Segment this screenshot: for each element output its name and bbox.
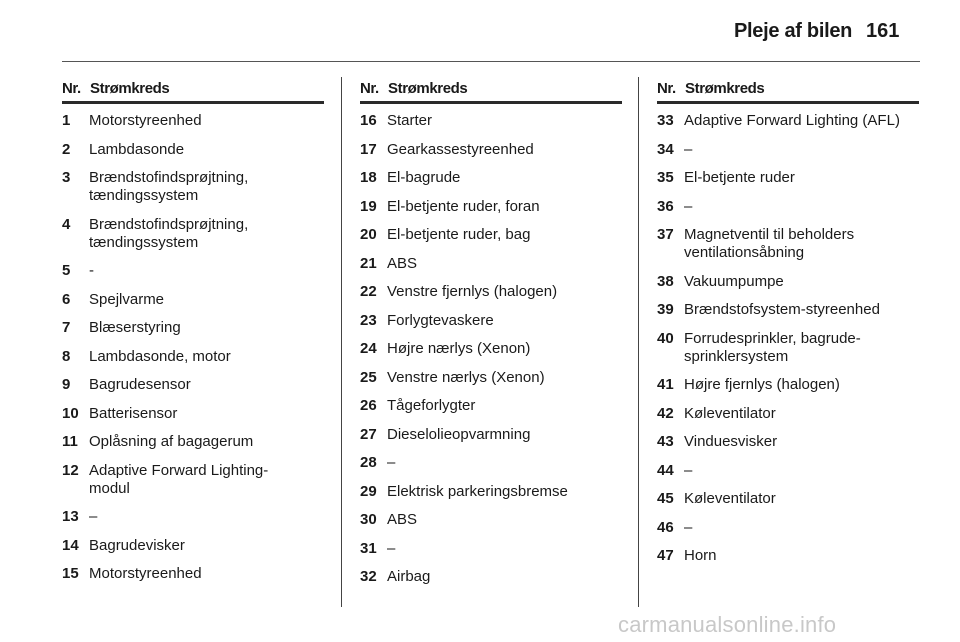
table-row xyxy=(62,565,324,583)
circuit-name: Starter xyxy=(387,112,433,129)
table-row xyxy=(360,454,622,472)
table-row xyxy=(657,519,919,537)
fuse-number: 44 xyxy=(657,461,674,479)
table-row xyxy=(62,537,324,555)
circuit-name: Batterisensor xyxy=(89,404,178,422)
circuit-name: Vakuumpumpe xyxy=(684,272,784,290)
table-row xyxy=(360,312,622,330)
table-rows xyxy=(62,112,324,583)
fuse-number: 16 xyxy=(360,112,377,129)
table-row xyxy=(657,226,919,262)
fuse-number: 22 xyxy=(360,283,377,300)
table-header-rule xyxy=(62,101,324,104)
circuit-name: El-betjente ruder xyxy=(684,169,795,186)
fuse-number: 20 xyxy=(360,226,377,243)
table-row xyxy=(657,433,919,451)
fuse-number: 27 xyxy=(360,425,377,443)
fuse-number: 6 xyxy=(62,290,71,308)
fuse-number: 7 xyxy=(62,319,71,336)
table-row xyxy=(360,568,622,586)
header-circuit: Strømkreds xyxy=(388,80,468,97)
fuse-number: 17 xyxy=(360,140,377,158)
table-row xyxy=(360,112,622,130)
table-row xyxy=(360,169,622,187)
table-row xyxy=(360,141,622,159)
table-row xyxy=(62,216,324,252)
header-nr: Nr. xyxy=(657,80,676,97)
column-divider xyxy=(341,77,342,607)
table-row xyxy=(62,169,324,205)
table-row xyxy=(657,547,919,565)
circuit-name: Lambdasonde, motor xyxy=(89,347,231,365)
circuit-name: El-betjente ruder, bag xyxy=(387,226,531,243)
circuit-name: Motorstyreenhed xyxy=(89,112,202,129)
circuit-name: Køleventilator xyxy=(684,490,776,507)
circuit-name: Venstre fjernlys (halogen) xyxy=(387,283,558,300)
circuit-name: Forrudesprinkler, bagrude- sprinklersystem xyxy=(684,329,861,365)
fuse-number: 29 xyxy=(360,482,377,500)
header-divider xyxy=(62,61,920,62)
page-title: Pleje af bilen xyxy=(734,20,853,42)
circuit-name: – xyxy=(684,140,693,158)
table-row xyxy=(657,112,919,130)
fuse-number: 18 xyxy=(360,169,377,186)
circuit-name: – xyxy=(684,518,693,536)
fuse-number: 13 xyxy=(62,508,79,525)
fuse-table-column-1 xyxy=(62,79,324,594)
fuse-table-column-3 xyxy=(657,79,919,576)
table-header-rule xyxy=(657,101,919,104)
circuit-name: Tågeforlygter xyxy=(387,397,476,414)
table-row xyxy=(657,490,919,508)
fuse-number: 30 xyxy=(360,511,377,528)
table-header-rule xyxy=(360,101,622,104)
fuse-number: 31 xyxy=(360,539,377,557)
circuit-name: Adaptive Forward Lighting (AFL) xyxy=(684,112,900,129)
fuse-number: 35 xyxy=(657,169,674,186)
fuse-number: 26 xyxy=(360,397,377,414)
circuit-name: El-bagrude xyxy=(387,169,461,186)
table-row xyxy=(62,262,324,280)
fuse-number: 3 xyxy=(62,169,71,186)
table-row xyxy=(360,198,622,216)
table-row xyxy=(62,462,324,498)
table-row xyxy=(657,462,919,480)
fuse-number: 28 xyxy=(360,454,377,471)
table-row xyxy=(360,511,622,529)
fuse-number: 32 xyxy=(360,568,377,585)
circuit-name: Elektrisk parkeringsbremse xyxy=(387,482,568,500)
table-header xyxy=(62,79,324,98)
circuit-name: Højre fjernlys (halogen) xyxy=(684,376,840,393)
circuit-name: El-betjente ruder, foran xyxy=(387,197,540,215)
circuit-name: Horn xyxy=(684,547,717,564)
table-row xyxy=(360,483,622,501)
circuit-name: – xyxy=(684,197,693,215)
page-header xyxy=(0,0,960,62)
fuse-number: 40 xyxy=(657,329,674,347)
header-circuit: Strømkreds xyxy=(685,80,765,97)
circuit-name: – xyxy=(387,539,396,557)
fuse-number: 8 xyxy=(62,347,71,365)
table-row xyxy=(62,141,324,159)
circuit-name: Blæserstyring xyxy=(89,319,181,336)
fuse-number: 24 xyxy=(360,340,377,357)
table-row xyxy=(657,330,919,366)
fuse-number: 4 xyxy=(62,215,71,233)
table-row xyxy=(360,226,622,244)
fuse-number: 37 xyxy=(657,226,674,243)
table-row xyxy=(657,169,919,187)
fuse-number: 15 xyxy=(62,565,79,582)
circuit-name: Motorstyreenhed xyxy=(89,565,202,582)
table-row xyxy=(657,273,919,291)
table-rows xyxy=(360,112,622,586)
fuse-number: 42 xyxy=(657,404,674,422)
table-row xyxy=(360,340,622,358)
table-row xyxy=(657,198,919,216)
circuit-name: Forlygtevaskere xyxy=(387,311,494,329)
table-row xyxy=(360,397,622,415)
table-row xyxy=(657,405,919,423)
fuse-number: 23 xyxy=(360,311,377,329)
fuse-number: 2 xyxy=(62,140,71,158)
table-row xyxy=(62,112,324,130)
circuit-name: Lambdasonde xyxy=(89,140,185,158)
circuit-name: – xyxy=(684,461,693,479)
circuit-name: Magnetventil til beholders ventilationsåbning xyxy=(684,226,855,261)
circuit-name: Airbag xyxy=(387,568,431,585)
circuit-name: Brændstofindsprøjtning, tændingssystem xyxy=(89,169,249,204)
fuse-number: 9 xyxy=(62,376,71,393)
fuse-number: 21 xyxy=(360,254,377,272)
table-row xyxy=(62,405,324,423)
circuit-name: Venstre nærlys (Xenon) xyxy=(387,368,545,386)
circuit-name: Adaptive Forward Lighting- modul xyxy=(89,461,269,497)
circuit-name: ABS xyxy=(387,254,418,272)
table-header xyxy=(360,79,622,98)
fuse-number: 34 xyxy=(657,140,674,158)
table-row xyxy=(360,369,622,387)
table-row xyxy=(62,376,324,394)
fuse-number: 12 xyxy=(62,461,79,479)
circuit-name: Gearkassestyreenhed xyxy=(387,140,534,158)
fuse-number: 36 xyxy=(657,197,674,215)
fuse-number: 47 xyxy=(657,547,674,564)
circuit-name: Brændstofsystem-styreenhed xyxy=(684,301,880,318)
table-row xyxy=(360,255,622,273)
table-row xyxy=(657,141,919,159)
circuit-name: Brændstofindsprøjtning, tændingssystem xyxy=(89,215,249,251)
fuse-number: 33 xyxy=(657,112,674,129)
header-nr: Nr. xyxy=(360,80,379,97)
table-row xyxy=(62,508,324,526)
header-circuit: Strømkreds xyxy=(90,80,170,97)
table-row xyxy=(360,283,622,301)
table-row xyxy=(360,426,622,444)
page-number: 161 xyxy=(866,20,900,42)
fuse-number: 14 xyxy=(62,536,79,554)
circuit-name: – xyxy=(89,508,98,525)
table-row xyxy=(657,376,919,394)
table-rows xyxy=(657,112,919,565)
fuse-number: 1 xyxy=(62,112,71,129)
table-row xyxy=(62,291,324,309)
fuse-number: 25 xyxy=(360,368,377,386)
circuit-name: Højre nærlys (Xenon) xyxy=(387,340,531,357)
circuit-name: ABS xyxy=(387,511,418,528)
fuse-number: 5 xyxy=(62,262,71,279)
circuit-name: Vinduesvisker xyxy=(684,433,778,450)
fuse-number: 46 xyxy=(657,518,674,536)
circuit-name: Bagrudevisker xyxy=(89,536,185,554)
fuse-number: 19 xyxy=(360,197,377,215)
fuse-number: 43 xyxy=(657,433,674,450)
circuit-name: Dieselolieopvarmning xyxy=(387,425,531,443)
table-header xyxy=(657,79,919,98)
table-row xyxy=(360,540,622,558)
circuit-name: Bagrudesensor xyxy=(89,376,191,393)
circuit-name: Spejlvarme xyxy=(89,290,165,308)
watermark: carmanualsonline.info xyxy=(618,612,837,637)
circuit-name: - xyxy=(89,262,94,279)
circuit-name: Oplåsning af bagagerum xyxy=(89,433,254,450)
table-row xyxy=(62,319,324,337)
fuse-number: 45 xyxy=(657,490,674,507)
fuse-number: 39 xyxy=(657,301,674,318)
fuse-number: 41 xyxy=(657,376,674,393)
fuse-number: 38 xyxy=(657,272,674,290)
column-divider xyxy=(638,77,639,607)
table-row xyxy=(657,301,919,319)
fuse-number: 11 xyxy=(62,433,78,450)
table-row xyxy=(62,348,324,366)
header-nr: Nr. xyxy=(62,80,81,97)
circuit-name: – xyxy=(387,454,396,471)
fuse-number: 10 xyxy=(62,404,79,422)
table-row xyxy=(62,433,324,451)
circuit-name: Køleventilator xyxy=(684,404,776,422)
fuse-table-column-2 xyxy=(360,79,622,597)
